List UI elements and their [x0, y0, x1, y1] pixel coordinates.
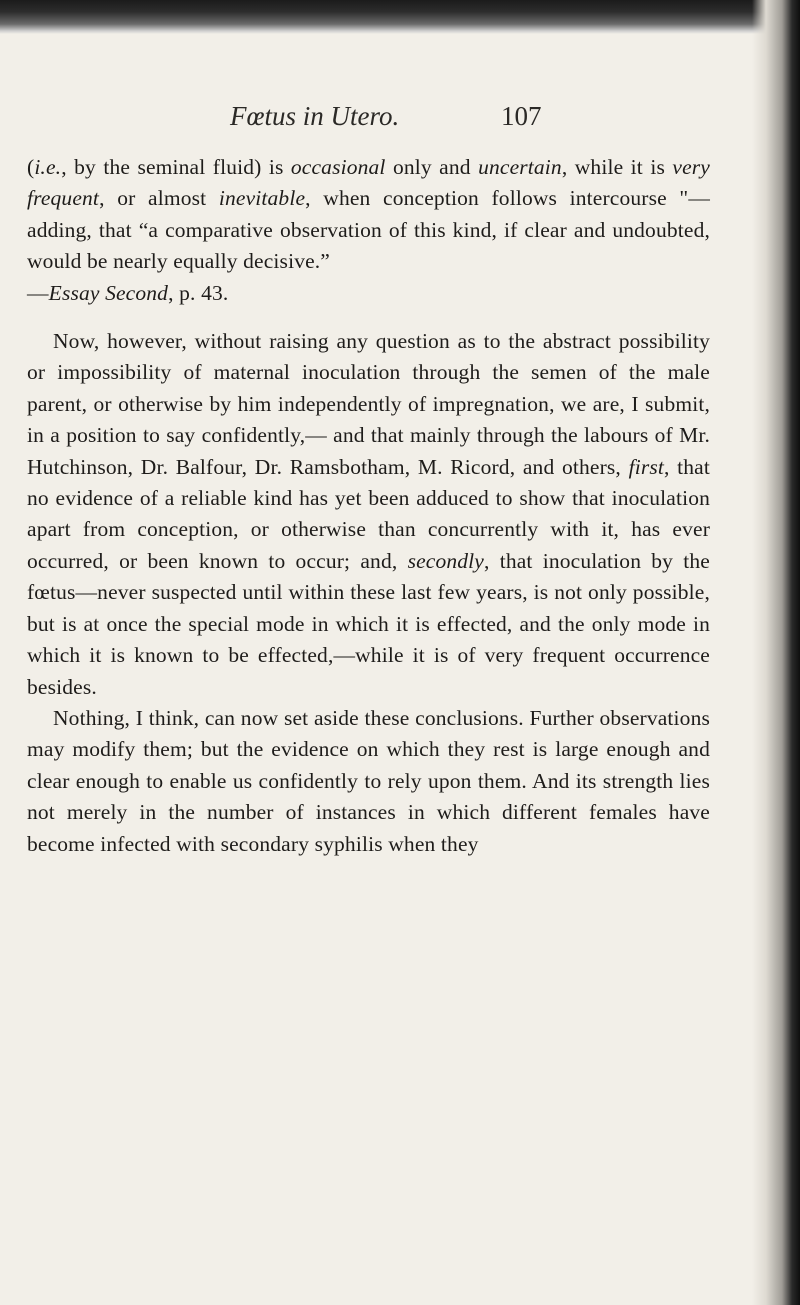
paragraph-conclusions: Nothing, I think, can now set aside these conclusions. Further observations may modify them; but the evidence on which they rest is large enough and clear enough to enable us confidently to rely upon them. And its strength lies not merely in the number of instances in which different females have become infected with secondary syphilis when they: [27, 705, 710, 856]
body-text: [27, 152, 710, 860]
quote-reference: —Essay Second, p. 43.: [27, 280, 229, 305]
book-page: [0, 34, 752, 1305]
scan-top-edge: [0, 0, 800, 34]
page-number: 107: [501, 101, 542, 131]
page-header: [230, 101, 542, 141]
running-title: Fœtus in Utero.: [230, 101, 400, 131]
book-spine-shadow: [752, 0, 800, 1305]
paragraph-inoculation: Now, however, without raising any question as to the abstract possibility or impossibility of maternal inoculation through the semen of the male parent, or otherwise by him independently of impregnation, we are, I submit, in a position to say confidently,— and that mainly through the labours of Mr. Hutchinson, Dr. Balfour, Dr. Ramsbotham, M. Ricord, and others, first, that no evidence of a reliable kind has yet been adduced to show that inoculation apart from conception, or otherwise than concurrently with it, has ever occurred, or been known to occur; and, secondly, that inoculation by the fœtus—never suspected until within these last few years, is not only possible, but is at once the special mode in which it is effected, and the only mode in which it is known to be effected,—while it is of very frequent occurrence besides.: [27, 329, 710, 699]
quoted-passage: (i.e., by the seminal fluid) is occasional only and uncertain, while it is very frequent, or almost inevitable, when conception follows intercourse "—adding, that “a comparative observation of this kind, if clear and undoubted, would be nearly equally decisive.” —Essay Second, p. 43.: [27, 152, 710, 309]
